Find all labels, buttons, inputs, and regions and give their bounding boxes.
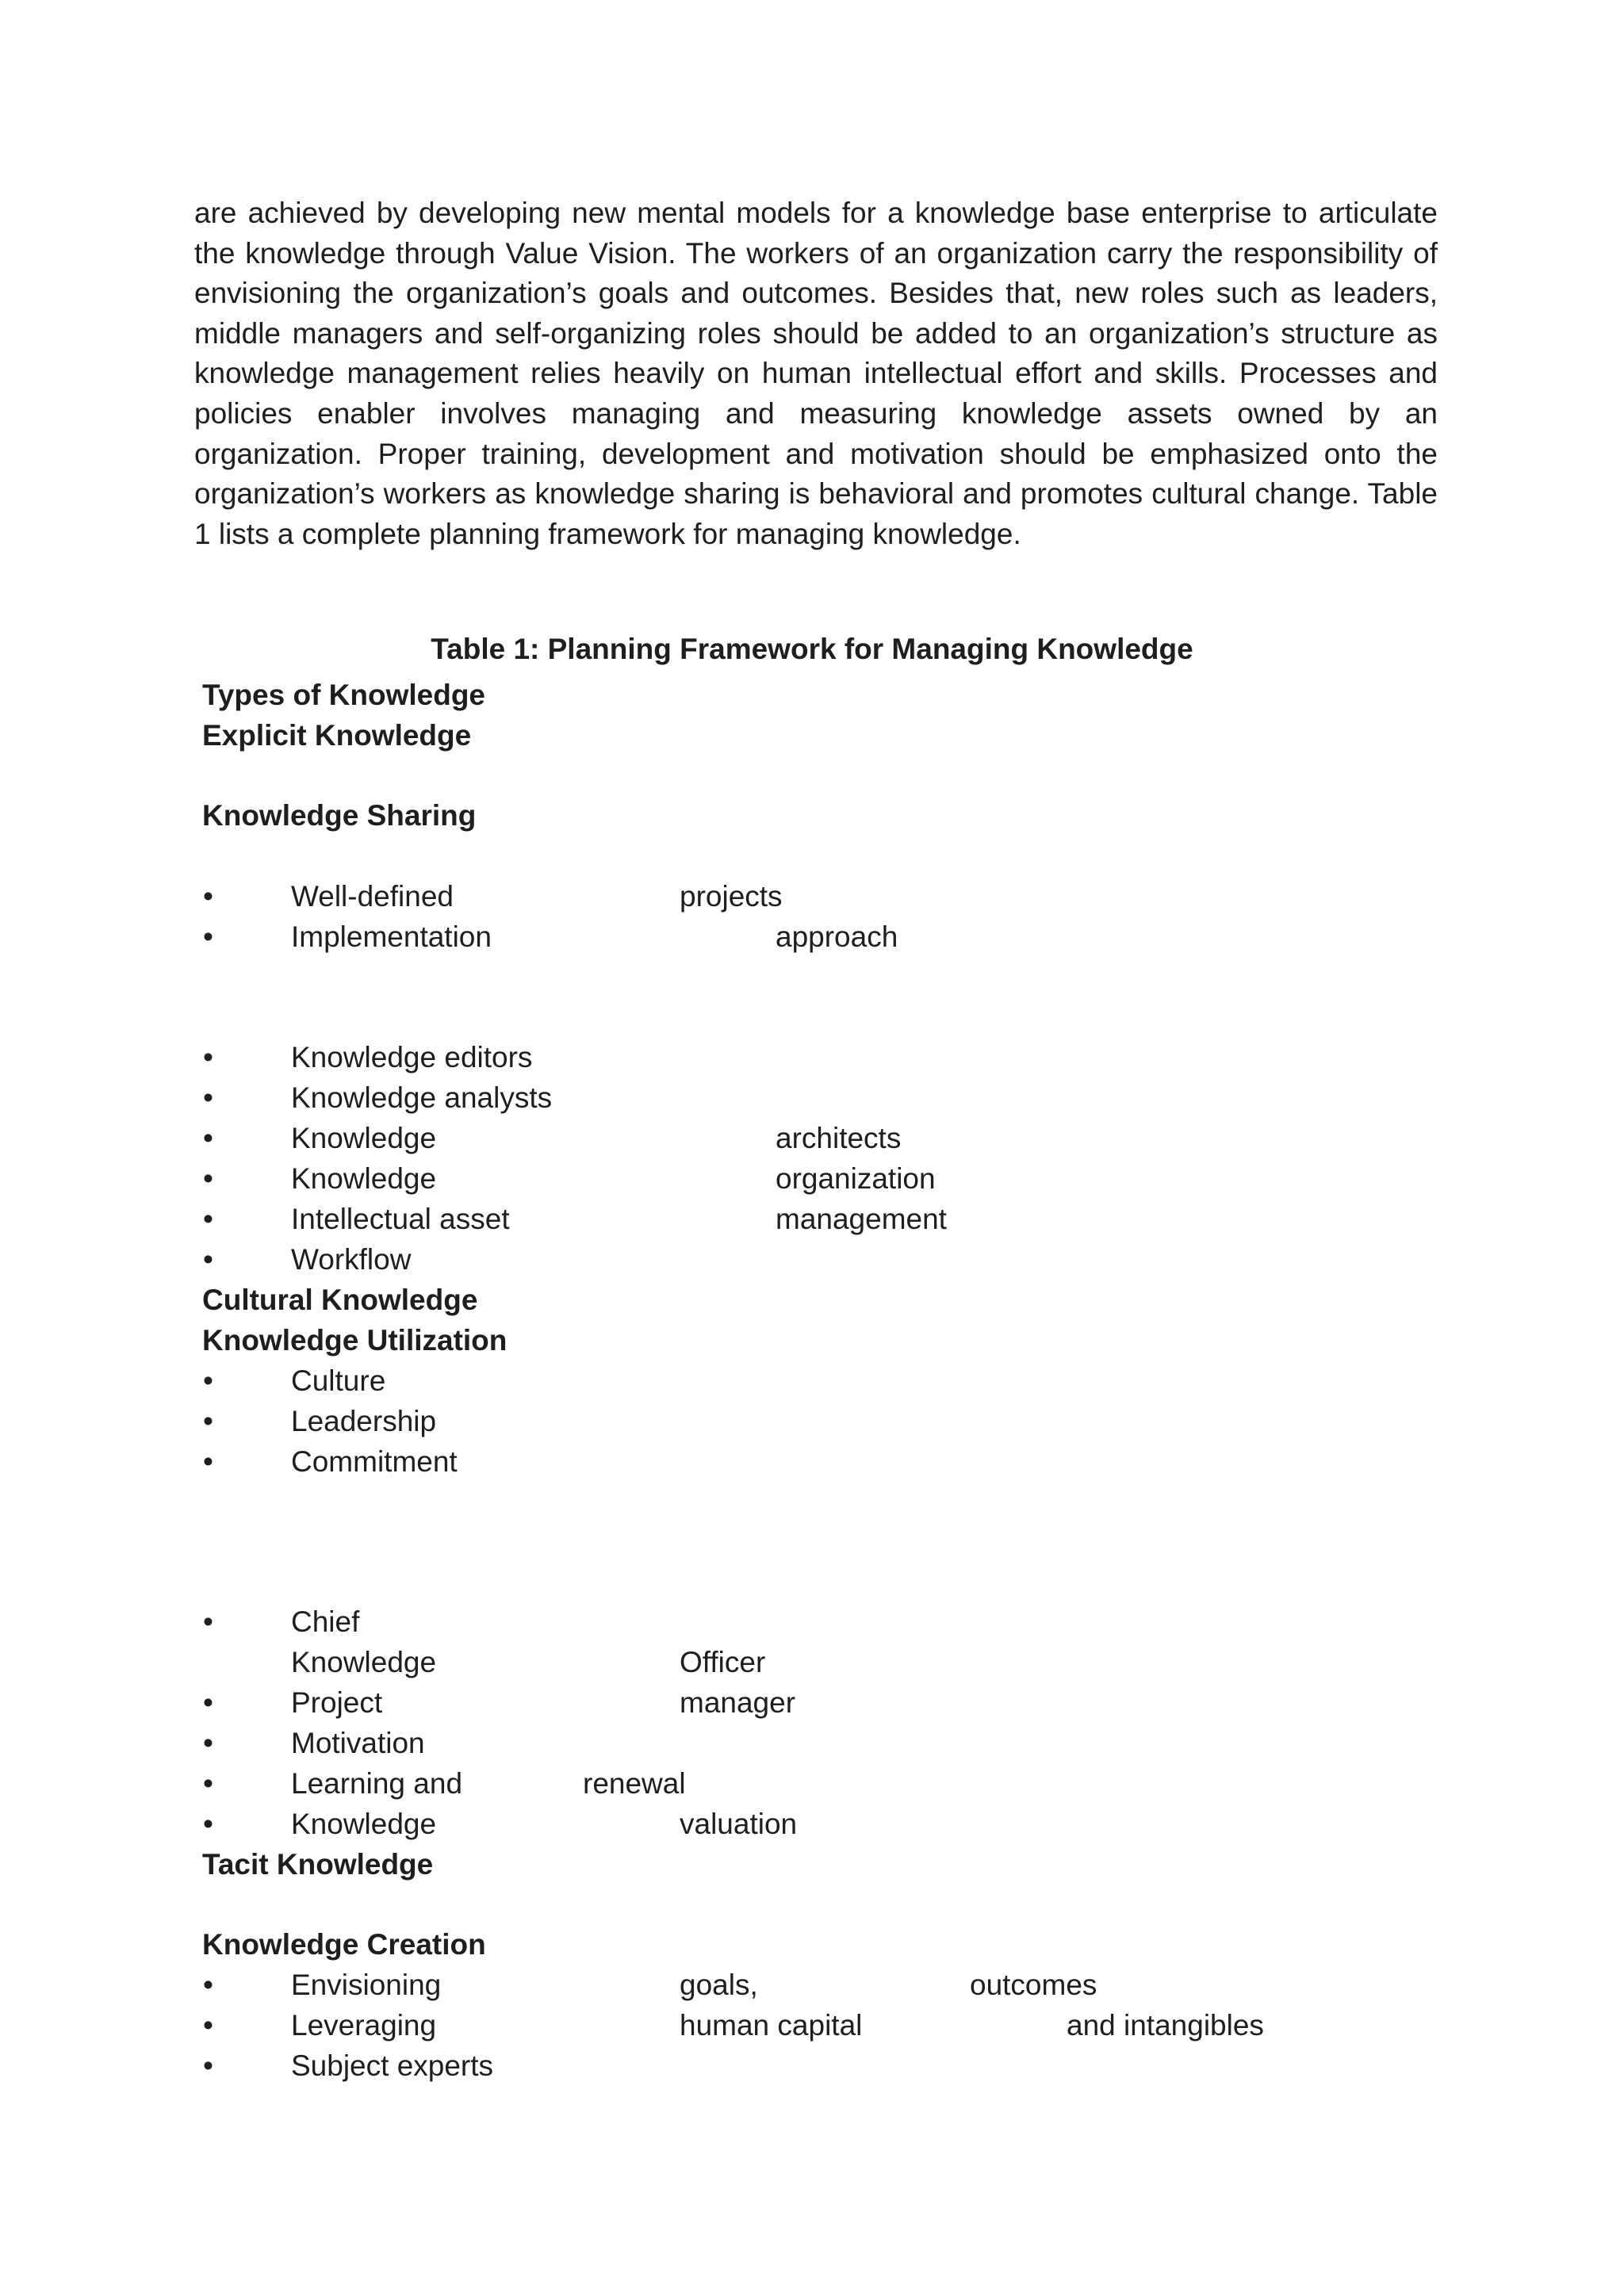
table-title: Table 1: Planning Framework for Managing Knowledge [431, 633, 1193, 665]
body-paragraph: are achieved by developing new mental models for a knowledge base enterprise to articulate the knowledge through Value Vision. The workers of an organization carry the responsibility of envisioning the organization’s goals and outcomes. Besides that, new roles such as leaders, middle managers and self-organizing roles should be added to an organization’s structure as knowledge management relies heavily on human intellectual effort and skills. Processes and policies enabler involves managing and measuring knowledge assets owned by an organization. Proper training, development and motivation should be emphasized onto the organization’s workers as knowledge sharing is behavioral and promotes cultural change. Table 1 lists a complete planning framework for managing knowledge. [194, 197, 1438, 550]
